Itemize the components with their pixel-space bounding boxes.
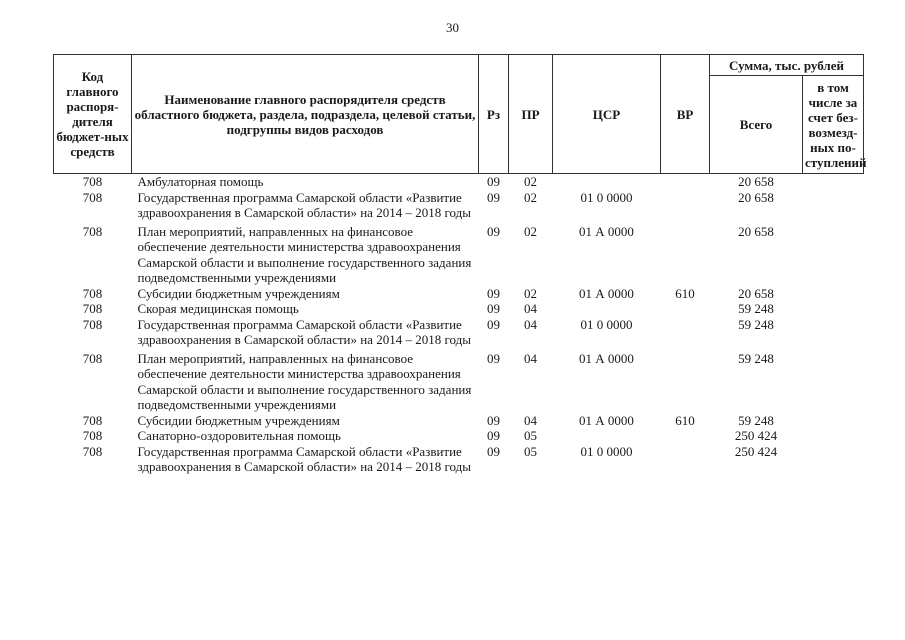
cell-csr xyxy=(553,428,661,444)
cell-code: 708 xyxy=(82,174,103,189)
cell-rz: 09 xyxy=(487,350,500,366)
cell-rz: 09 xyxy=(487,443,500,459)
table-row xyxy=(54,301,864,317)
table-row xyxy=(54,174,864,190)
cell-total: 20 658 xyxy=(738,174,774,189)
cell-name: Субсидии бюджетным учреждениям xyxy=(137,412,340,428)
budget-table xyxy=(53,54,867,475)
cell-vr: 610 xyxy=(675,285,695,301)
header-pr: ПР xyxy=(509,55,553,174)
cell-incl xyxy=(803,444,864,475)
cell-vr xyxy=(661,190,710,221)
cell-rz: 09 xyxy=(487,301,500,316)
cell-total: 20 658 xyxy=(738,285,774,301)
cell-code: 708 xyxy=(82,189,103,205)
cell-incl xyxy=(803,190,864,221)
cell-vr xyxy=(661,221,710,286)
cell-total: 20 658 xyxy=(738,223,774,239)
table-row xyxy=(54,286,864,302)
table-row xyxy=(54,428,864,444)
cell-total: 59 248 xyxy=(738,316,774,332)
cell-incl xyxy=(803,301,864,317)
table-row xyxy=(54,348,864,413)
cell-total: 20 658 xyxy=(738,189,774,205)
cell-name: Скорая медицинская помощь xyxy=(137,301,299,316)
cell-code: 708 xyxy=(82,285,103,301)
cell-incl xyxy=(803,174,864,190)
cell-code: 708 xyxy=(82,223,103,239)
cell-code: 708 xyxy=(82,428,103,443)
cell-rz: 09 xyxy=(487,223,500,239)
cell-vr xyxy=(661,428,710,444)
table-row xyxy=(54,413,864,429)
cell-name: План мероприятий, направленных на финансовое обеспечение деятельности министерства здравоохранения Самарской области и выполнение государственного задания подведомственными учреждениями xyxy=(137,350,472,412)
cell-incl xyxy=(803,286,864,302)
cell-csr: 01 А 0000 xyxy=(579,285,634,301)
table-row xyxy=(54,190,864,221)
table-body xyxy=(54,174,864,475)
table-row xyxy=(54,317,864,348)
cell-pr: 02 xyxy=(524,174,537,189)
cell-csr: 01 0 0000 xyxy=(580,189,633,205)
cell-csr: 01 0 0000 xyxy=(580,316,633,332)
header-vr: ВР xyxy=(661,55,710,174)
cell-vr: 610 xyxy=(675,412,695,428)
cell-pr: 05 xyxy=(524,428,537,443)
cell-incl xyxy=(803,317,864,348)
cell-rz: 09 xyxy=(487,428,500,443)
cell-vr xyxy=(661,348,710,413)
cell-name: План мероприятий, направленных на финансовое обеспечение деятельности министерства здравоохранения Самарской области и выполнение государственного задания подведомственными учреждениями xyxy=(137,223,472,285)
cell-csr: 01 А 0000 xyxy=(579,350,634,366)
cell-total: 59 248 xyxy=(738,412,774,428)
cell-name: Государственная программа Самарской области «Развитие здравоохранения в Самарской области» на 2014 – 2018 годы xyxy=(137,316,471,347)
cell-rz: 09 xyxy=(487,174,500,189)
cell-rz: 09 xyxy=(487,285,500,301)
cell-pr: 02 xyxy=(524,223,537,239)
cell-rz: 09 xyxy=(487,412,500,428)
cell-name: Субсидии бюджетным учреждениям xyxy=(137,285,340,301)
cell-total: 59 248 xyxy=(738,301,774,316)
cell-total: 250 424 xyxy=(734,443,778,459)
cell-csr xyxy=(553,301,661,317)
cell-vr xyxy=(661,444,710,475)
cell-code: 708 xyxy=(82,412,103,428)
cell-code: 708 xyxy=(82,350,103,366)
cell-incl xyxy=(803,221,864,286)
cell-pr: 04 xyxy=(524,350,537,366)
header-code: Код главного распоря-дителя бюджет-ных средств xyxy=(54,55,132,174)
cell-incl xyxy=(803,413,864,429)
cell-pr: 02 xyxy=(524,189,537,205)
cell-name: Государственная программа Самарской области «Развитие здравоохранения в Самарской области» на 2014 – 2018 годы xyxy=(137,189,471,220)
cell-csr xyxy=(553,174,661,190)
header-incl: в том числе за счет без-возмезд-ных по-ступлений xyxy=(803,76,864,174)
cell-pr: 05 xyxy=(524,443,537,459)
cell-name: Государственная программа Самарской области «Развитие здравоохранения в Самарской области» на 2014 – 2018 годы xyxy=(137,443,471,474)
cell-csr: 01 А 0000 xyxy=(579,223,634,239)
cell-vr xyxy=(661,301,710,317)
cell-code: 708 xyxy=(82,443,103,459)
cell-rz: 09 xyxy=(487,189,500,205)
header-name: Наименование главного распорядителя средств областного бюджета, раздела, подраздела, целевой статьи, подгруппы видов расходов xyxy=(132,55,479,174)
table-header xyxy=(54,55,867,174)
cell-incl xyxy=(803,428,864,444)
cell-code: 708 xyxy=(82,316,103,332)
cell-csr: 01 А 0000 xyxy=(579,412,634,428)
cell-incl xyxy=(803,348,864,413)
header-csr: ЦСР xyxy=(553,55,661,174)
table-row xyxy=(54,444,864,475)
header-sum-group: Сумма, тыс. рублей xyxy=(710,55,864,76)
cell-name: Санаторно-оздоровительная помощь xyxy=(137,428,341,443)
cell-pr: 04 xyxy=(524,412,537,428)
cell-pr: 02 xyxy=(524,285,537,301)
cell-total: 59 248 xyxy=(738,350,774,366)
header-rz: Рз xyxy=(479,55,509,174)
cell-total: 250 424 xyxy=(734,428,778,443)
cell-csr: 01 0 0000 xyxy=(580,443,633,459)
cell-rz: 09 xyxy=(487,316,500,332)
cell-vr xyxy=(661,174,710,190)
table-row xyxy=(54,221,864,286)
page-number: 30 xyxy=(446,20,459,35)
cell-code: 708 xyxy=(82,301,103,316)
cell-pr: 04 xyxy=(524,301,537,316)
header-total: Всего xyxy=(710,76,803,174)
cell-name: Амбулаторная помощь xyxy=(137,174,264,189)
cell-pr: 04 xyxy=(524,316,537,332)
cell-vr xyxy=(661,317,710,348)
